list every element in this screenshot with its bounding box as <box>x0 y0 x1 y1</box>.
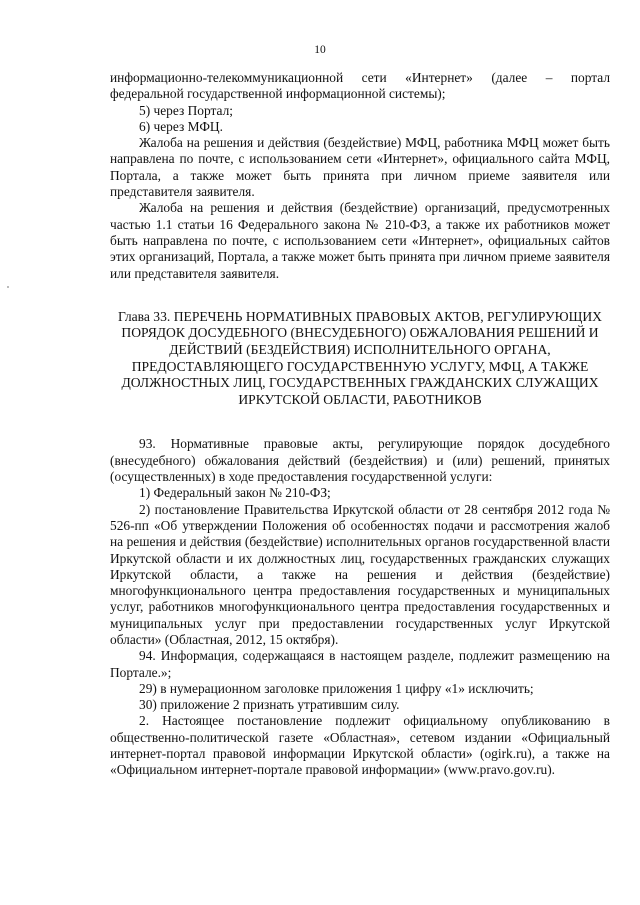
paragraph: 29) в нумерационном заголовке приложения 1 цифру «1» исключить; <box>139 680 534 696</box>
paragraph: 30) приложение 2 признать утратившим силу. <box>139 697 400 713</box>
paragraph: информационно-телекоммуникационной сети «Интернет» (далее – портал федеральной государственной информационной системы); <box>110 70 610 102</box>
chapter-heading: Глава 33. ПЕРЕЧЕНЬ НОРМАТИВНЫХ ПРАВОВЫХ АКТОВ, РЕГУЛИРУЮЩИХ ПОРЯДОК ДОСУДЕБНОГО (ВНЕСУДЕБНОГО) ОБЖАЛОВАНИЯ РЕШЕНИЙ И ДЕЙСТВИЙ (БЕЗДЕЙСТВИЯ) ИСПОЛНИТЕЛЬНОГО ОРГАНА, ПРЕДОСТАВЛЯЮЩЕГО ГОСУДАРСТВЕННУЮ УСЛУГУ, МФЦ, А ТАКЖЕ ДОЛЖНОСТНЫХ ЛИЦ, ГОСУДАРСТВЕННЫХ ГРАЖДАНСКИХ СЛУЖАЩИХ ИРКУТСКОЙ ОБЛАСТИ, РАБОТНИКОВ <box>117 308 603 407</box>
paragraph: Жалоба на решения и действия (бездействие) МФЦ, работника МФЦ может быть направлена по почте, с использованием сети «Интернет», официального сайта МФЦ, Портала, а также может быть принята при личном приеме заявителя или представителя заявителя. <box>110 135 610 200</box>
paragraph: 2) постановление Правительства Иркутской области от 28 сентября 2012 года № 526-пп «Об утверждении Положения об особенностях подачи и рассмотрения жалоб на решения и действия (бездействие) исполнительных органов государственной власти Иркутской области и их должностных лиц, государственных гражданских служащих Иркутской области, а также на решения и действия (бездействие) многофункционального центра предоставления государственных и муниципальных услуг, работников многофункционального центра предоставления государственных и муниципальных услуг при предоставлении государственных услуг Иркутской области» (Областная, 2012, 15 октября). <box>110 501 610 647</box>
scan-artifact <box>7 286 9 288</box>
paragraph: 1) Федеральный закон № 210-ФЗ; <box>139 485 331 501</box>
paragraph: 94. Информация, содержащаяся в настоящем разделе, подлежит размещению на Портале.»; <box>110 648 610 680</box>
document-body <box>110 70 610 779</box>
section-bottom <box>110 436 610 778</box>
paragraph: Жалоба на решения и действия (бездействие) организаций, предусмотренных частью 1.1 статьи 16 Федерального закона № 210-ФЗ, а также их работников может быть направлена по почте, с использованием сети «Интернет», официальных сайтов этих организаций, Портала, а также может быть принята при личном приеме заявителя или представителя заявителя. <box>110 200 610 281</box>
paragraph: 93. Нормативные правовые акты, регулирующие порядок досудебного (внесудебного) обжалования действий (бездействия) и (или) решений, принятых (осуществленных) в ходе предоставления государственной услуги: <box>110 436 610 485</box>
section-top <box>110 70 610 282</box>
page-number: 10 <box>314 44 326 56</box>
spacer <box>110 408 610 436</box>
paragraph: 6) через МФЦ. <box>139 118 223 134</box>
paragraph: 5) через Портал; <box>139 102 233 118</box>
paragraph: 2. Настоящее постановление подлежит официальному опубликованию в общественно-политической газете «Областная», сетевом издании «Официальный интернет-портал правовой информации Иркутской области» (ogirk.ru), а также на «Официальном интернет-портале правовой информации» (www.pravo.gov.ru). <box>110 713 610 778</box>
